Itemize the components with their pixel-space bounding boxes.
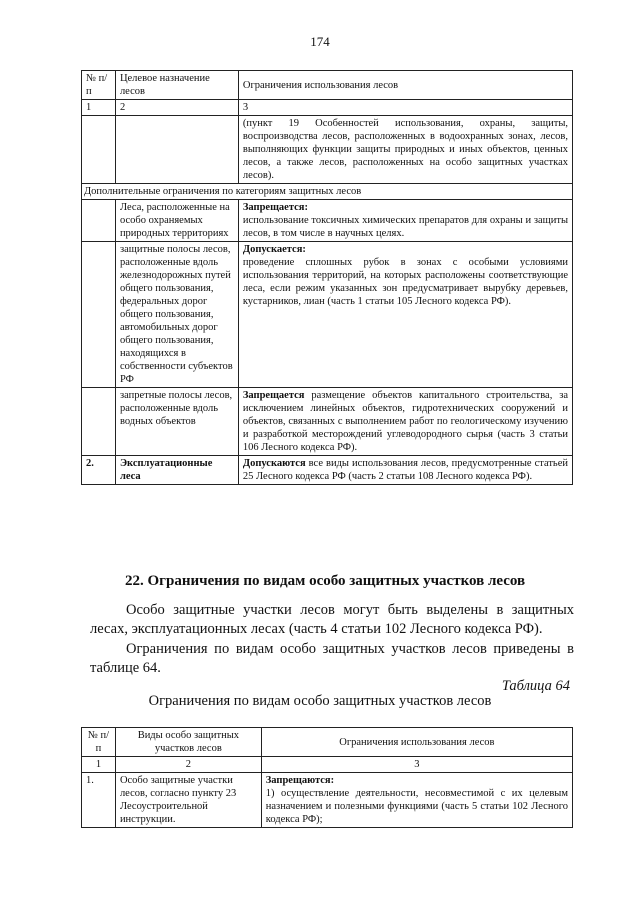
- table-header-row: [82, 728, 573, 757]
- index-cell: 1: [82, 757, 116, 773]
- section-row: [82, 184, 573, 200]
- row-purpose: Эксплуатационные леса: [115, 456, 238, 485]
- index-cell: 1: [82, 100, 116, 116]
- header-restrictions: Ограничения использования лесов: [238, 71, 572, 100]
- continuation-row: [82, 116, 573, 184]
- header-restrictions: Ограничения использования лесов: [261, 728, 572, 757]
- table-row: [82, 456, 573, 485]
- row-restriction: [261, 773, 572, 828]
- body-paragraph: Особо защитные участки лесов могут быть выделены в защитных лесах, эксплуатационных лесах (часть 4 статьи 102 Лесного кодекса РФ).: [90, 602, 574, 637]
- restriction-text: использование токсичных химических препаратов для охраны и защиты лесов, в том числе в научных целях.: [242, 215, 568, 239]
- row-restriction: [238, 200, 572, 242]
- restriction-text: размещение объектов капитального строительства, за исключением линейных объектов, гидротехнических сооружений и объектов, связанных с выполнением работ по геологическому изучению и разработкой месторождений углеводородного сырья (часть 3 статьи 106 Лесного кодекса РФ).: [242, 390, 569, 453]
- section-heading: 22. Ограничения по видам особо защитных участков лесов: [125, 573, 526, 589]
- index-cell: 2: [115, 757, 261, 773]
- index-cell: 2: [115, 100, 238, 116]
- table-header-row: [82, 71, 573, 100]
- section-row-text: Дополнительные ограничения по категориям защитных лесов: [82, 184, 573, 200]
- row-restriction: [238, 242, 572, 388]
- table-row: [82, 388, 573, 456]
- restriction-label: Запрещается:: [242, 202, 308, 213]
- restriction-label: Допускается:: [242, 244, 306, 255]
- continuation-text: (пункт 19 Особенностей использования, охраны, защиты, воспроизводства лесов, расположенных в водоохранных зонах, лесов, выполняющих функции защиты природных и иных объектов, ценных лесов, а также лесов, расположенных на особо защитных участках лесов).: [238, 116, 572, 184]
- row-kind: Особо защитные участки лесов, согласно пункту 23 Лесоустроительной инструкции.: [115, 773, 261, 828]
- index-row: [82, 100, 573, 116]
- page-number: 174: [310, 34, 330, 49]
- restriction-text: проведение сплошных рубок в зонах с особыми условиями использования территорий, на которых расположены соответствующие леса, если режим указанных зон предусматривает вырубку деревьев, кустарников, лиан (часть 1 статьи 105 Лесного кодекса РФ).: [242, 257, 568, 307]
- index-row: [82, 757, 573, 773]
- header-purpose: Целевое назначение лесов: [115, 71, 238, 100]
- restriction-label: Запрещаются:: [265, 775, 335, 786]
- body-paragraph: Ограничения по видам особо защитных участков лесов приведены в таблице 64.: [90, 641, 574, 676]
- index-cell: 3: [261, 757, 572, 773]
- index-cell: 3: [238, 100, 572, 116]
- restriction-label: Запрещается: [242, 390, 305, 401]
- restriction-text: 1) осуществление деятельности, несовместимой с их целевым назначением и полезными функциями (часть 5 статьи 102 Лесного кодекса РФ);: [265, 788, 568, 825]
- header-num: № п/п: [82, 728, 116, 757]
- row-restriction: [238, 456, 572, 485]
- table-row: [82, 773, 573, 828]
- row-num: 2.: [82, 456, 116, 485]
- row-num: 1.: [82, 773, 116, 828]
- row-restriction: [238, 388, 572, 456]
- table-label: Таблица 64: [501, 678, 570, 694]
- restriction-label: Допускаются: [242, 458, 306, 469]
- row-purpose: защитные полосы лесов, расположенные вдоль железнодорожных путей общего пользования, федеральных дорог общего пользования, автомобильных дорог общего пользования, находящихся в собственности субъектов РФ: [115, 242, 238, 388]
- table-row: [82, 200, 573, 242]
- protected-sites-table: [81, 727, 573, 828]
- row-purpose: запретные полосы лесов, расположенные вдоль водных объектов: [115, 388, 238, 456]
- restriction-text: все виды использования лесов, предусмотренные статьей 25 Лесного кодекса РФ (часть 2 статьи 108 Лесного кодекса РФ).: [242, 458, 568, 482]
- forest-restrictions-table: [81, 70, 573, 485]
- table-title: Ограничения по видам особо защитных участков лесов: [148, 693, 492, 709]
- row-purpose: Леса, расположенные на особо охраняемых природных территориях: [115, 200, 238, 242]
- header-num: № п/п: [82, 71, 116, 100]
- header-kinds: Виды особо защитных участков лесов: [115, 728, 261, 757]
- table-row: [82, 242, 573, 388]
